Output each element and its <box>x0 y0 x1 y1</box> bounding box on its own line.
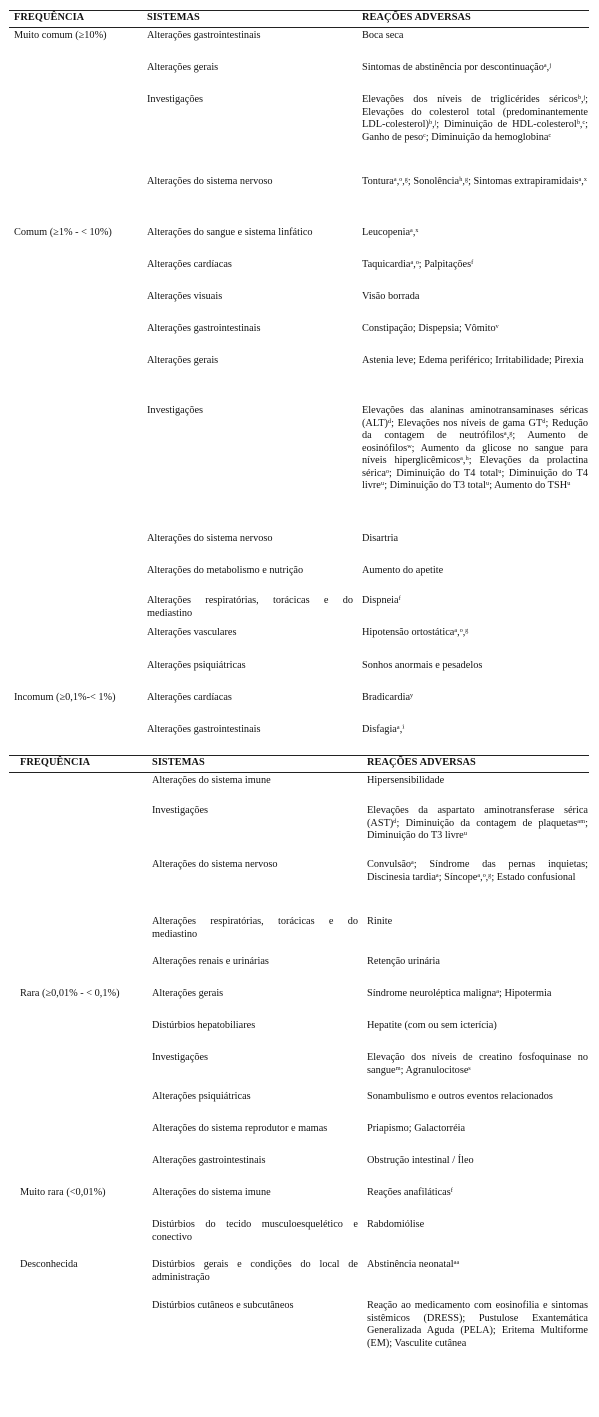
table-row <box>9 773 589 803</box>
system-cell: Alterações gerais <box>147 355 219 366</box>
table-row <box>9 803 589 857</box>
system-cell: Alterações gerais <box>147 62 219 73</box>
reaction-cell: Retenção urinária <box>367 956 440 967</box>
frequency-cell: Muito comum (≥10%) <box>14 30 107 41</box>
system-cell: Alterações visuais <box>147 291 223 302</box>
reaction-cell: Taquicardiaᵃ,ᵒ; Palpitaçõesᶠ <box>362 259 474 270</box>
system-cell: Alterações gastrointestinais <box>152 1155 266 1166</box>
reaction-cell: Convulsãoᵃ; Síndrome das pernas inquietas; Discinesia tardiaᵃ; Síncopeᵃ,ᵒ,ᵍ; Estado confusional <box>367 859 588 883</box>
table-row <box>9 1257 589 1298</box>
table-row <box>9 954 589 986</box>
adverse-reactions-table-2 <box>9 755 589 1368</box>
table-header <box>9 755 589 773</box>
reaction-cell: Hepatite (com ou sem icterícia) <box>367 1020 497 1031</box>
reaction-cell: Sintomas de abstinência por descontinuaçãoᵃ,ʲ <box>362 62 551 73</box>
system-cell: Alterações gastrointestinais <box>147 30 261 41</box>
table-row <box>9 658 589 690</box>
system-cell: Alterações do sangue e sistema linfático <box>147 227 313 238</box>
system-cell: Alterações gastrointestinais <box>147 724 261 735</box>
reaction-cell: Boca seca <box>362 30 404 41</box>
system-cell: Alterações gastrointestinais <box>147 323 261 334</box>
header-frequency: FREQUÊNCIA <box>14 12 85 23</box>
system-cell: Investigações <box>152 805 209 816</box>
table-row <box>9 225 589 257</box>
table-header <box>9 10 589 28</box>
system-cell: Distúrbios gerais e condições do local de administração <box>152 1259 358 1283</box>
reaction-cell: Síndrome neuroléptica malignaᵃ; Hipotermia <box>367 988 552 999</box>
system-cell: Distúrbios cutâneos e subcutâneos <box>152 1300 294 1311</box>
table-row <box>9 986 589 1018</box>
system-cell: Alterações do sistema nervoso <box>147 176 273 187</box>
table-row <box>9 60 589 92</box>
system-cell: Alterações do sistema imune <box>152 775 271 786</box>
reaction-cell: Constipação; Dispepsia; Vômitoᵛ <box>362 323 499 334</box>
system-cell: Alterações gerais <box>152 988 224 999</box>
table-row <box>9 857 589 914</box>
header-frequency: FREQUÊNCIA <box>20 757 91 768</box>
table-row <box>9 92 589 174</box>
header-adverse-reactions: REAÇÕES ADVERSAS <box>362 12 471 23</box>
reaction-cell: Visão borrada <box>362 291 420 302</box>
frequency-cell: Desconhecida <box>20 1259 78 1270</box>
system-cell: Alterações psiquiátricas <box>147 660 246 671</box>
reaction-cell: Reação ao medicamento com eosinofilia e sintomas sistêmicos (DRESS); Pustulose Exantemática Generalizada Aguda (PELA); Eritema Multiforme (EM); Vasculite cutânea <box>367 1300 588 1349</box>
system-cell: Alterações do sistema nervoso <box>147 533 273 544</box>
reaction-cell: Dispneiaᶠ <box>362 595 401 606</box>
system-cell: Alterações cardíacas <box>147 259 232 270</box>
reaction-cell: Hipersensibilidade <box>367 775 445 786</box>
table-row <box>9 1121 589 1153</box>
table-row <box>9 289 589 321</box>
reaction-cell: Priapismo; Galactorréia <box>367 1123 466 1134</box>
table-row <box>9 722 589 744</box>
table-row <box>9 353 589 403</box>
table-row <box>9 593 589 625</box>
system-cell: Investigações <box>147 94 204 105</box>
reaction-cell: Bradicardiaʸ <box>362 692 414 703</box>
table-row <box>9 914 589 954</box>
system-cell: Alterações vasculares <box>147 627 237 638</box>
system-cell: Alterações psiquiátricas <box>152 1091 251 1102</box>
system-cell: Alterações do metabolismo e nutrição <box>147 565 304 576</box>
reaction-cell: Leucopeniaᵃ,ˣ <box>362 227 419 238</box>
reaction-cell: Elevação dos níveis de creatino fosfoquinase no sangueᵐ; Agranulocitoseˢ <box>367 1052 588 1076</box>
system-cell: Alterações cardíacas <box>147 692 232 703</box>
reaction-cell: Rinite <box>367 916 393 927</box>
table-row <box>9 1298 589 1368</box>
table-row <box>9 321 589 353</box>
reaction-cell: Obstrução intestinal / Íleo <box>367 1155 474 1166</box>
table-row <box>9 625 589 658</box>
reaction-cell: Sonambulismo e outros eventos relacionados <box>367 1091 553 1102</box>
system-cell: Distúrbios hepatobiliares <box>152 1020 256 1031</box>
table-row <box>9 1153 589 1185</box>
header-systems: SISTEMAS <box>147 12 200 23</box>
system-cell: Alterações do sistema nervoso <box>152 859 278 870</box>
system-cell: Alterações do sistema imune <box>152 1187 271 1198</box>
reaction-cell: Tonturaᵃ,ᵒ,ᵍ; Sonolênciaʰ,ᵍ; Sintomas extrapiramidaisᵃ,ˣ <box>362 176 587 187</box>
system-cell: Investigações <box>152 1052 209 1063</box>
reaction-cell: Elevações da aspartato aminotransferase sérica (AST)ᵈ; Diminuição da contagem de plaquetasᵃᵐ; Diminuição do T3 livreᵘ <box>367 805 588 842</box>
frequency-cell: Muito rara (<0,01%) <box>20 1187 106 1198</box>
table-row <box>9 563 589 593</box>
reaction-cell: Rabdomiólise <box>367 1219 425 1230</box>
reaction-cell: Abstinência neonatalᵃᵃ <box>367 1259 460 1270</box>
header-adverse-reactions: REAÇÕES ADVERSAS <box>367 757 476 768</box>
reaction-cell: Elevações dos níveis de triglicérides séricosᵇ,ʲ; Elevações do colesterol total (predominantemente LDL-colesterol)ᵇ,ʲ; Diminuição de HDL-colesterolᵇ,ᶜ; Ganho de pesoᶜ; Diminuição da hemoglobinaᶜ <box>362 94 588 143</box>
reaction-cell: Aumento do apetite <box>362 565 444 576</box>
frequency-cell: Rara (≥0,01% - < 0,1%) <box>20 988 120 999</box>
frequency-cell: Incomum (≥0,1%-< 1%) <box>14 692 116 703</box>
reaction-cell: Hipotensão ortostáticaᵃ,ᵒ,ᵍ <box>362 627 469 638</box>
reaction-cell: Disartria <box>362 533 399 544</box>
reaction-cell: Disfagiaᵃ,ⁱ <box>362 724 405 735</box>
table-row <box>9 257 589 289</box>
table-row <box>9 1185 589 1217</box>
table-row <box>9 531 589 563</box>
frequency-cell: Comum (≥1% - < 10%) <box>14 227 112 238</box>
table-row <box>9 174 589 225</box>
table-row <box>9 1089 589 1121</box>
table-row <box>9 28 589 60</box>
table-row <box>9 1018 589 1050</box>
reaction-cell: Sonhos anormais e pesadelos <box>362 660 483 671</box>
reaction-cell: Elevações das alaninas aminotransaminases séricas (ALT)ᵈ; Elevações nos níveis de gama GTᵈ; Redução da contagem de neutrófilosᵃ,ᵍ; Aumento de eosinófilosʷ; Aumento da glicose no sangue para níveis hiperglicêmicosᵃ,ʰ; Elevações da prolactina séricaᵒ; Diminuição do T4 totalᵘ; Diminuição do T4 livreᵘ; Diminuição do T3 totalᵘ; Aumento do TSHᵘ <box>362 405 588 492</box>
table-row <box>9 1217 589 1257</box>
reaction-cell: Reações anafiláticasᶠ <box>367 1187 453 1198</box>
header-systems: SISTEMAS <box>152 757 205 768</box>
adverse-reactions-table-1 <box>9 10 589 744</box>
system-cell: Alterações respiratórias, torácicas e do mediastino <box>147 595 353 619</box>
system-cell: Distúrbios do tecido musculoesquelético e conectivo <box>152 1219 358 1243</box>
table-row <box>9 690 589 722</box>
system-cell: Alterações do sistema reprodutor e mamas <box>152 1123 328 1134</box>
table-row <box>9 1050 589 1089</box>
reaction-cell: Astenia leve; Edema periférico; Irritabilidade; Pirexia <box>362 355 584 366</box>
table-row <box>9 403 589 531</box>
system-cell: Alterações respiratórias, torácicas e do mediastino <box>152 916 358 940</box>
system-cell: Investigações <box>147 405 204 416</box>
system-cell: Alterações renais e urinárias <box>152 956 269 967</box>
